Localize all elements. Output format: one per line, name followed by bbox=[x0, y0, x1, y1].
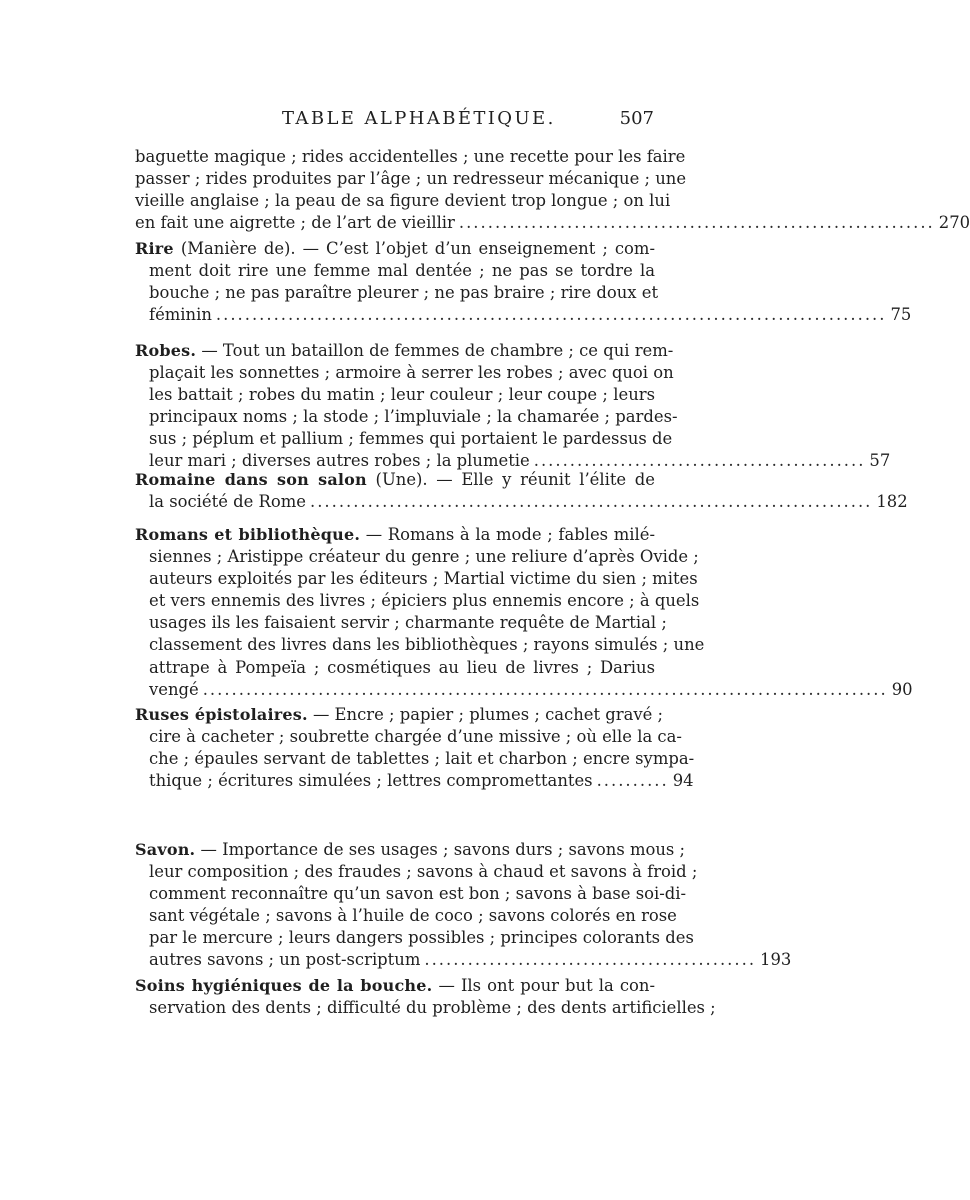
entry-line: ment doit rire une femme mal dentée ; ne pas se tordre la bbox=[149, 261, 655, 281]
entry-line: leur composition ; des fraudes ; savons à chaud et savons à froid ; bbox=[149, 862, 698, 882]
entry-line: sant végétale ; savons à l’huile de coco ; savons colorés en rose bbox=[149, 906, 677, 926]
entry-last-line bbox=[135, 949, 792, 971]
page-reference: 193 bbox=[760, 950, 792, 970]
entry-line: usages ils les faisaient servir ; charmante requête de Martial ; bbox=[149, 613, 667, 633]
page-reference: 57 bbox=[869, 451, 891, 471]
entry-heading-rest: — Ils ont pour but la con- bbox=[432, 976, 655, 995]
entry-heading-rest: — Encre ; papier ; plumes ; cachet gravé ; bbox=[307, 705, 664, 724]
page-reference: 75 bbox=[890, 305, 912, 325]
index-entry-soins bbox=[135, 975, 716, 1019]
dot-leader: ............................................................................................... bbox=[202, 679, 888, 699]
entry-first-line bbox=[135, 975, 655, 997]
dot-leader: .................................................................. bbox=[458, 213, 935, 233]
page-reference: 270 bbox=[938, 213, 970, 233]
entry-last-line bbox=[135, 491, 908, 513]
entry-line: auteurs exploités par les éditeurs ; Martial victime du sien ; mites bbox=[149, 569, 698, 589]
entry-heading-rest: (Manière de). — C’est l’objet d’un enseignement ; com- bbox=[173, 239, 655, 258]
page-reference: 90 bbox=[891, 679, 913, 699]
entry-line: principaux noms ; la stode ; l’impluviale ; la chamarée ; pardes- bbox=[149, 407, 678, 427]
dot-leader: ............................................................................................. bbox=[215, 305, 887, 325]
entry-heading: Soins hygiéniques de la bouche. bbox=[135, 976, 433, 995]
entry-heading-rest: — Romans à la mode ; fables milé- bbox=[360, 525, 655, 544]
entry-line: siennes ; Aristippe créateur du genre ; une reliure d’après Ovide ; bbox=[149, 547, 699, 567]
entry-line-text: leur mari ; diverses autres robes ; la plumetie bbox=[149, 451, 530, 471]
index-entry-ruses bbox=[135, 704, 695, 792]
entry-line: plaçait les sonnettes ; armoire à serrer les robes ; avec quoi on bbox=[149, 363, 674, 383]
page-number: 507 bbox=[619, 108, 654, 129]
entry-heading: Rire bbox=[135, 239, 174, 258]
entry-first-line bbox=[135, 839, 686, 861]
entry-first-line bbox=[135, 469, 655, 491]
entry-heading: Ruses épistolaires. bbox=[135, 705, 308, 724]
entry-line: che ; épaules servant de tablettes ; lait et charbon ; encre sympa- bbox=[149, 749, 695, 769]
entry-line: classement des livres dans les bibliothèques ; rayons simulés ; une bbox=[149, 635, 705, 655]
entry-heading-rest: (Une). — Elle y réunit l’élite de bbox=[366, 470, 655, 489]
index-entry-romans bbox=[135, 524, 913, 701]
entry-line-text: en fait une aigrette ; de l’art de vieillir bbox=[135, 213, 455, 233]
entry-heading: Romans et bibliothèque. bbox=[135, 525, 361, 544]
entry-heading: Savon. bbox=[135, 840, 196, 859]
entry-line-text: thique ; écritures simulées ; lettres compromettantes bbox=[149, 771, 593, 791]
entry-line: les battait ; robes du matin ; leur couleur ; leur coupe ; leurs bbox=[149, 385, 655, 405]
entry-last-line bbox=[135, 304, 912, 326]
dot-leader: .............................................................................. bbox=[309, 492, 873, 512]
entry-heading: Robes. bbox=[135, 341, 197, 360]
entry-heading-rest: — Tout un bataillon de femmes de chambre ; ce qui rem- bbox=[196, 341, 674, 360]
entry-line-text: la société de Rome bbox=[149, 492, 306, 512]
entry-line: attrape à Pompeïa ; cosmétiques au lieu de livres ; Darius bbox=[149, 657, 655, 677]
dot-leader: .............................................. bbox=[533, 451, 866, 471]
page-reference: 182 bbox=[876, 492, 908, 512]
entry-heading: Romaine dans son salon bbox=[135, 470, 367, 489]
index-entry-rire bbox=[135, 238, 912, 326]
entry-line: sus ; péplum et pallium ; femmes qui portaient le pardessus de bbox=[149, 429, 673, 449]
entry-first-line bbox=[135, 340, 674, 362]
page-header bbox=[282, 108, 654, 134]
entry-last-line bbox=[135, 212, 970, 234]
entry-line-text: féminin bbox=[149, 305, 212, 325]
entry-line: bouche ; ne pas paraître pleurer ; ne pas braire ; rire doux et bbox=[149, 283, 659, 303]
entry-line: comment reconnaître qu’un savon est bon ; savons à base soi-di- bbox=[149, 884, 687, 904]
entry-line: passer ; rides produites par l’âge ; un redresseur mécanique ; une bbox=[135, 169, 687, 189]
entry-first-line bbox=[135, 524, 655, 546]
dot-leader: .......... bbox=[596, 771, 669, 791]
entry-first-line bbox=[135, 238, 655, 260]
entry-first-line bbox=[135, 704, 664, 726]
running-title: TABLE ALPHABÉTIQUE. bbox=[282, 108, 556, 129]
entry-line: cire à cacheter ; soubrette chargée d’une missive ; où elle la ca- bbox=[149, 727, 682, 747]
entry-line: par le mercure ; leurs dangers possibles ; principes colorants des bbox=[149, 928, 694, 948]
entry-line: vieille anglaise ; la peau de sa figure devient trop longue ; on lui bbox=[135, 191, 671, 211]
index-entry-robes bbox=[135, 340, 891, 473]
entry-line: et vers ennemis des livres ; épiciers plus ennemis encore ; à quels bbox=[149, 591, 700, 611]
entry-line-text: autres savons ; un post-scriptum bbox=[149, 950, 421, 970]
entry-last-line bbox=[135, 679, 913, 701]
entry-line-text: vengé bbox=[149, 679, 199, 699]
index-entry-romaine bbox=[135, 469, 908, 513]
index-entry-continuation bbox=[135, 146, 970, 234]
page-reference: 94 bbox=[672, 771, 694, 791]
entry-heading-rest: — Importance de ses usages ; savons durs ; savons mous ; bbox=[195, 840, 686, 859]
dot-leader: .............................................. bbox=[424, 950, 757, 970]
index-entry-savon bbox=[135, 839, 792, 972]
entry-line: servation des dents ; difficulté du problème ; des dents artificielles ; bbox=[149, 998, 716, 1018]
entry-line: baguette magique ; rides accidentelles ; une recette pour les faire bbox=[135, 147, 686, 166]
entry-last-line bbox=[135, 770, 694, 792]
